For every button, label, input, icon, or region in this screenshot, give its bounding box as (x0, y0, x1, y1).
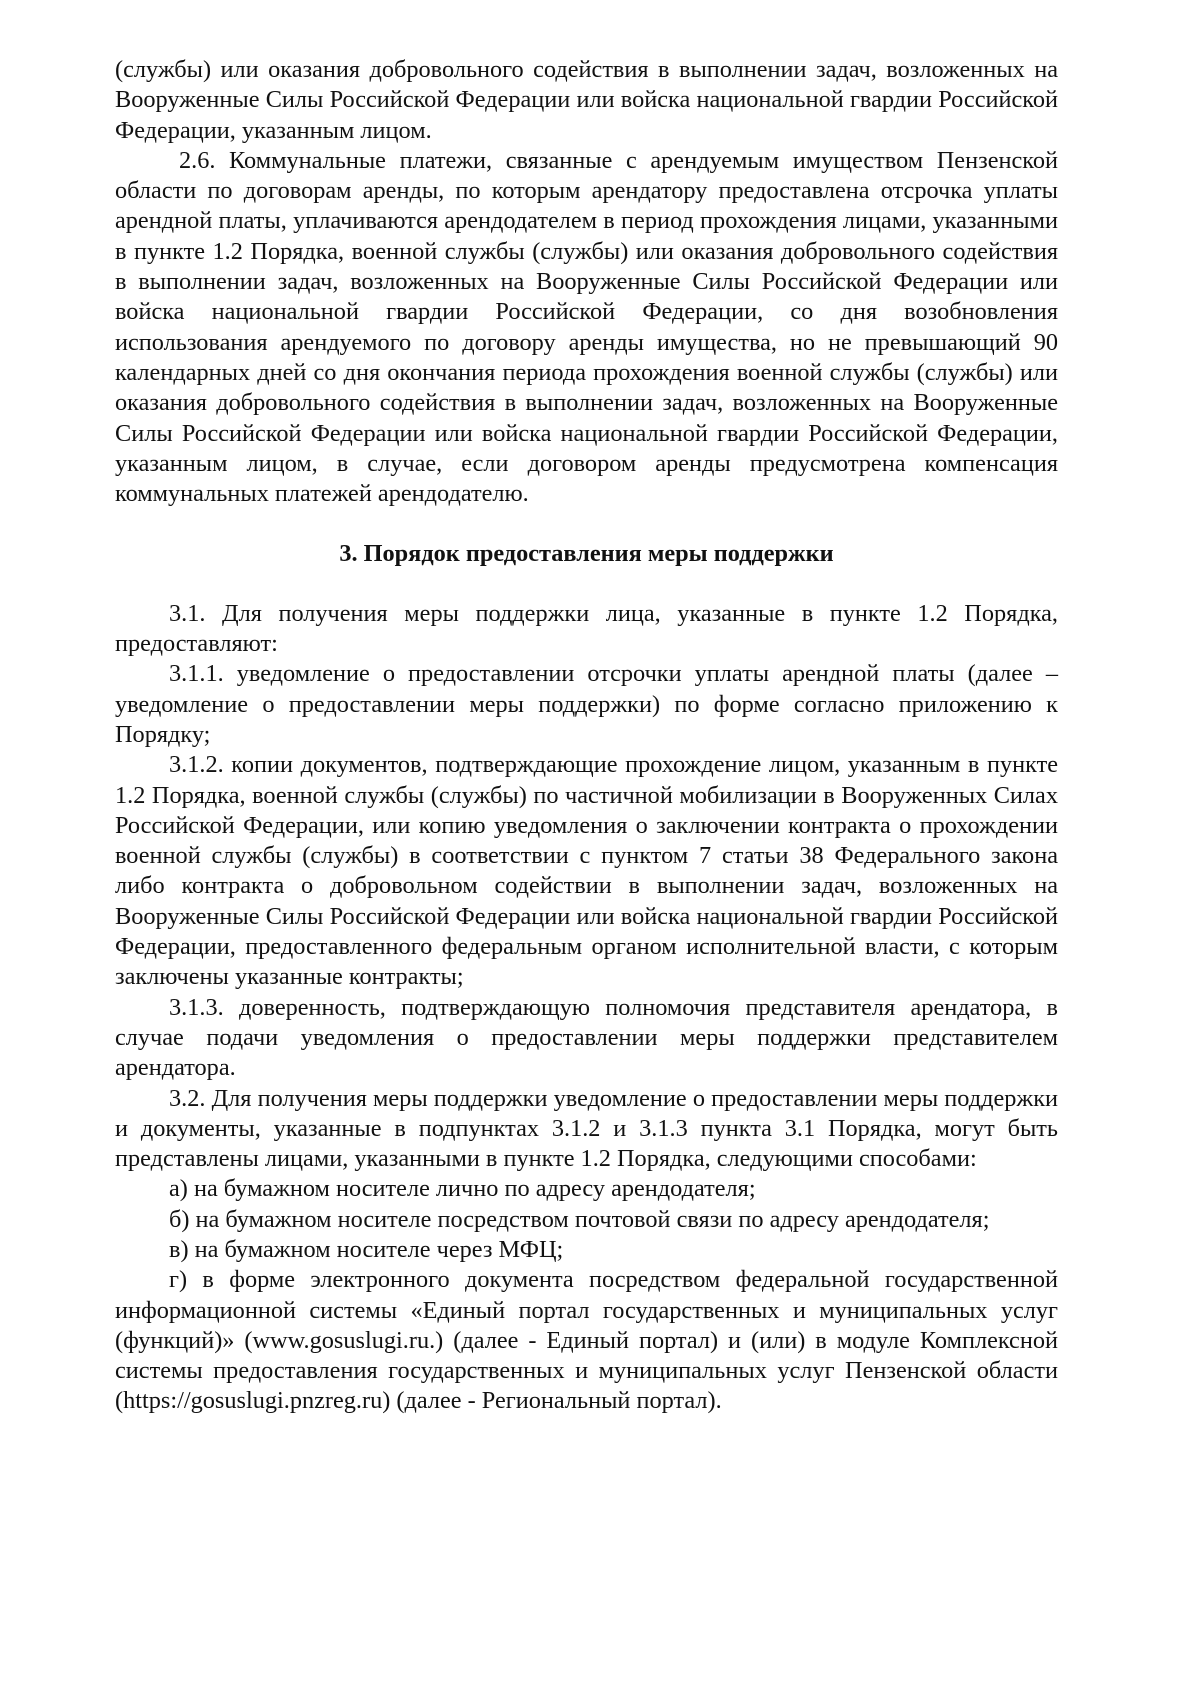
section-heading: 3. Порядок предоставления меры поддержки (339, 540, 834, 568)
list-item-a: а) на бумажном носителе лично по адресу арендодателя; (169, 1175, 756, 1203)
list-item-v: в) на бумажном носителе через МФЦ; (169, 1235, 564, 1263)
list-item-b: б) на бумажном носителе посредством почтовой связи по адресу арендодателя; (169, 1205, 990, 1233)
paragraph-3-2: 3.2. Для получения меры поддержки уведомление о предоставлении меры поддержки и документы, указанные в подпунктах 3.1.2 и 3.1.3 пункта 3.1 Порядка, могут быть представлены лицами, указанными в пункте 1.2 Порядка, следующими способами: (115, 1084, 1058, 1173)
paragraph-2-6: 2.6. Коммунальные платежи, связанные с арендуемым имуществом Пензенской области по договорам аренды, по которым арендатору предоставлена отсрочка уплаты арендной платы, уплачиваются арендодателем в период прохождения лицами, указанными в пункте 1.2 Порядка, военной службы (службы) или оказания добровольного содействия в выполнении задач, возложенных на Вооруженные Силы Российской Федерации или войска национальной гвардии Российской Федерации, со дня возобновления использования арендуемого по договору аренды имущества, но не превышающий 90 календарных дней со дня окончания периода прохождения военной службы (службы) или оказания добровольного содействия в выполнении задач, возложенных на Вооруженные Силы Российской Федерации или войска национальной гвардии Российской Федерации, указанным лицом, в случае, если договором аренды предусмотрена компенсация коммунальных платежей арендодателю. (115, 146, 1058, 508)
list-item-g: г) в форме электронного документа посредством федеральной государственной информационной системы «Единый портал государственных и муниципальных услуг (функций)» (www.gosuslugi.ru.) (далее - Единый портал) и (или) в модуле Комплексной системы предоставления государственных и муниципальных услуг Пензенской области (https://gosuslugi.pnzreg.ru) (далее - Региональный портал). (115, 1266, 1058, 1415)
document-page (115, 55, 1058, 1417)
paragraph-3-1-3: 3.1.3. доверенность, подтверждающую полномочия представителя арендатора, в случае подачи уведомления о предоставлении меры поддержки представителем арендатора. (115, 993, 1058, 1082)
paragraph-3-1-2: 3.1.2. копии документов, подтверждающие прохождение лицом, указанным в пункте 1.2 Порядка, военной службы (службы) по частичной мобилизации в Вооруженных Силах Российской Федерации, или копию уведомления о заключении контракта о прохождении военной службы (службы) в соответствии с пунктом 7 статьи 38 Федерального закона либо контракта о добровольном содействии в выполнении задач, возложенных на Вооруженные Силы Российской Федерации или войска национальной гвардии Российской Федерации, предоставленного федеральным органом исполнительной власти, с которым заключены указанные контракты; (115, 751, 1058, 991)
paragraph-continuation: (службы) или оказания добровольного содействия в выполнении задач, возложенных на Вооруженные Силы Российской Федерации или войска национальной гвардии Российской Федерации, указанным лицом. (115, 56, 1058, 144)
paragraph-3-1: 3.1. Для получения меры поддержки лица, указанные в пункте 1.2 Порядка, предоставляют: (115, 599, 1058, 658)
paragraph-3-1-1: 3.1.1. уведомление о предоставлении отсрочки уплаты арендной платы (далее – уведомление о предоставлении меры поддержки) по форме согласно приложению к Порядку; (115, 660, 1058, 748)
